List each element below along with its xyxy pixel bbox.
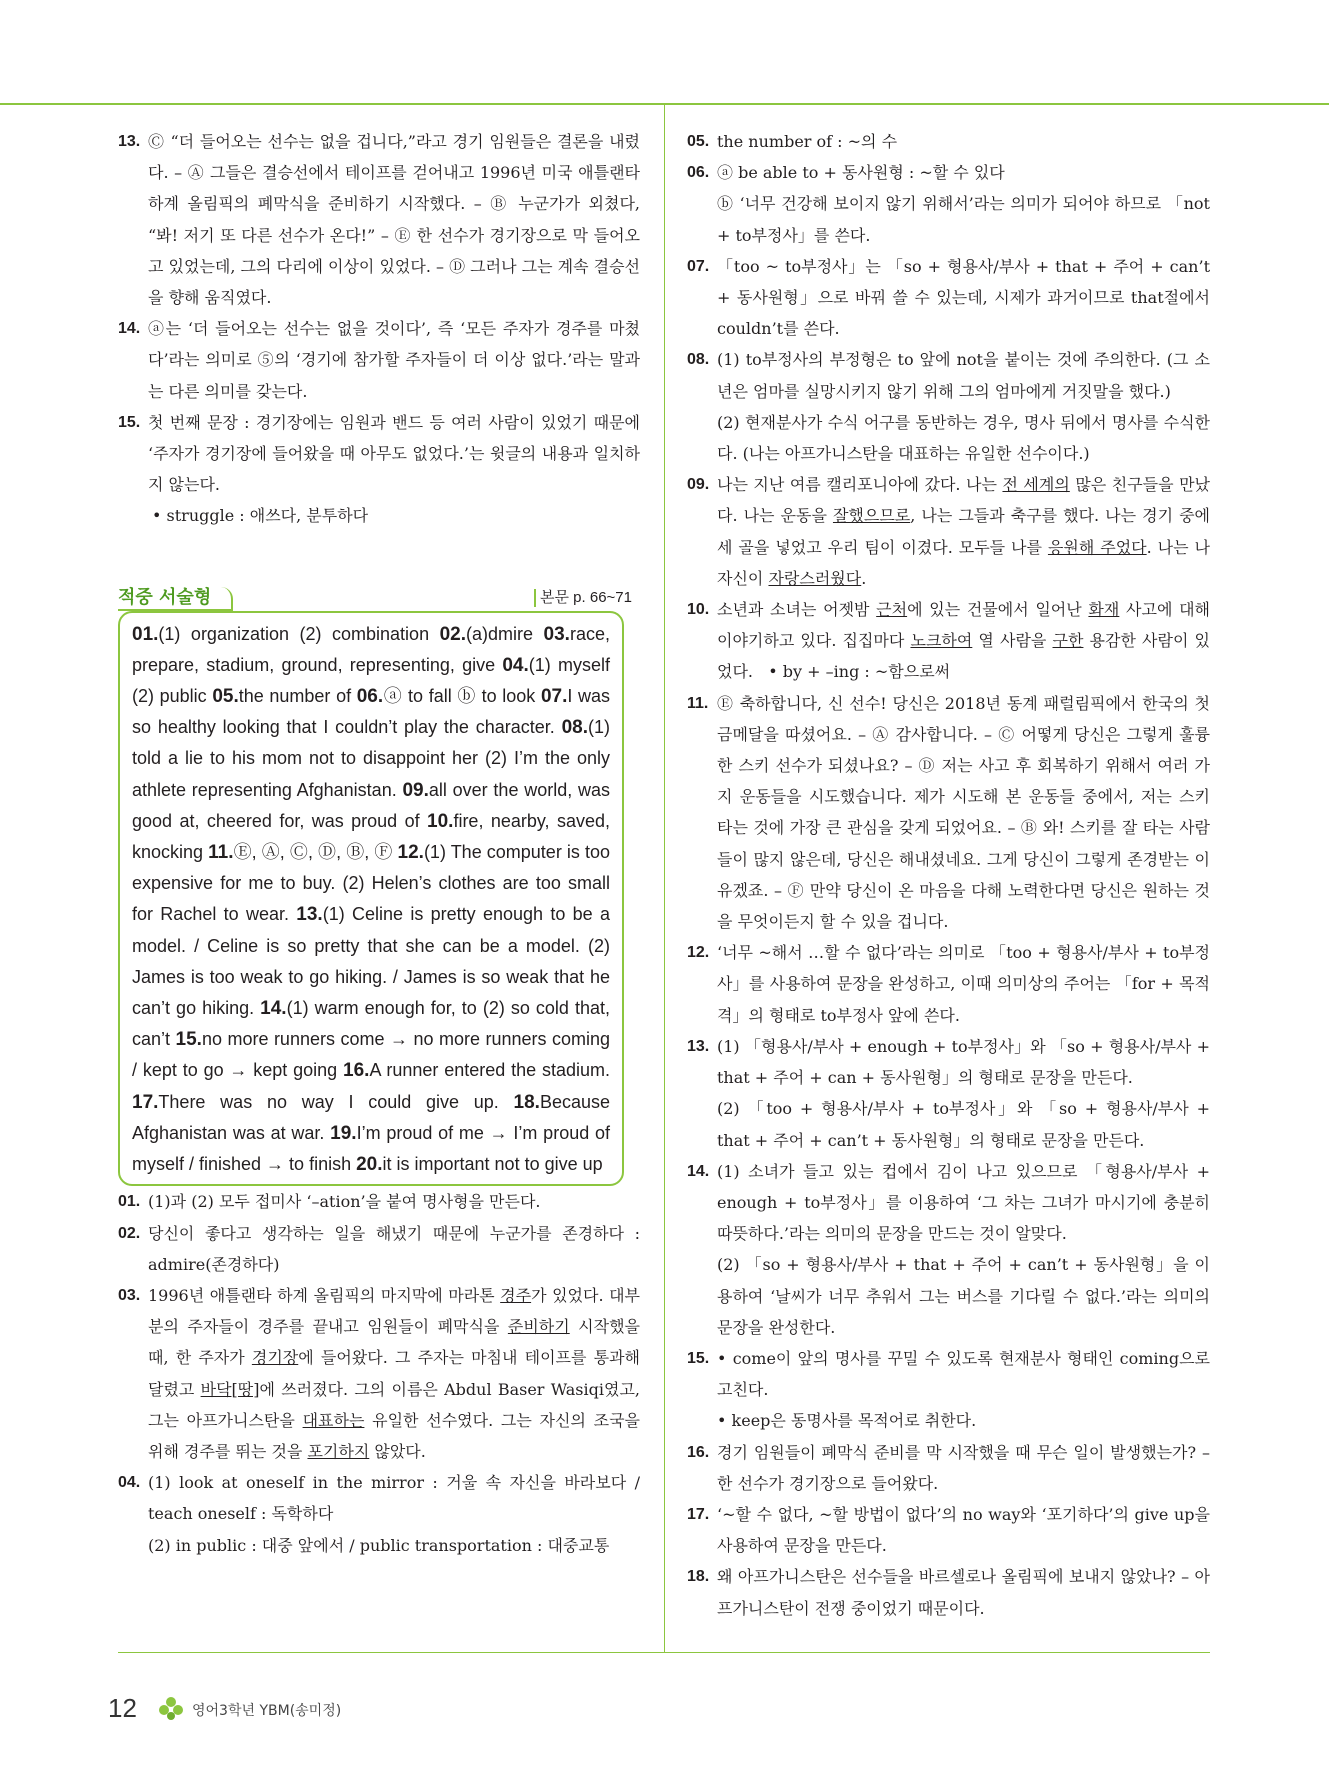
explanation-14-right (687, 1156, 1210, 1343)
item-text: ‘~할 수 없다, ~할 방법이 없다’의 no way와 ‘포기하다’의 give up을 사용하여 문장을 만든다. (717, 1504, 1210, 1556)
underlined-word: 전 세계의 (1002, 475, 1070, 495)
answer-text: A runner entered the stadium. (369, 1060, 610, 1081)
item-line: (1) look at oneself in the mirror : 거울 속 자신을 바라보다 / teach oneself : 독학하다 (148, 1473, 640, 1524)
explanation-07 (687, 251, 1210, 345)
item-number: 06. (687, 164, 710, 182)
text-segment: 시작했을 때, 한 주자가 (148, 1317, 640, 1368)
answer-number: 20. (356, 1154, 383, 1176)
left-column (118, 126, 640, 1561)
item-text: Ⓔ 축하합니다, 신 선수! 당신은 2018년 동계 패럴림픽에서 한국의 첫 금메달을 따셨어요. – Ⓐ 감사합니다. – Ⓒ 어떻게 당신은 그렇게 훌륭한 스키 선수가 되셨나요? – Ⓓ 저는 사고 후 회복하기 위해서 여러 가지 운동들을 시도했습니다. 제가 시도해 본 운동들 중에서, 저는 스키 타는 것에 가장 큰 관심을 갖게 되었어요. – Ⓑ 와! 스키를 잘 타는 사람들이 많지 않은데, 당신은 해내셨네요. 그게 당신이 그렇게 존경받는 이유겠죠. – Ⓕ 만약 당신이 온 마음을 다해 노력한다면 당신은 원하는 것을 무엇이든지 할 수 있을 겁니다. (717, 693, 1210, 932)
item-number: 14. (118, 320, 141, 338)
item-text: Ⓒ “더 들어오는 선수는 없을 겁니다,”라고 경기 임원들은 결론을 내렸다. – Ⓐ 그들은 결승선에서 테이프를 걷어내고 1996년 미국 애틀랜타 하계 올림픽의 폐막식을 준비하기 시작했다. – Ⓑ 누군가가 외쳤다, “봐! 저기 또 다른 선수가 온다!” – Ⓔ 한 선수가 경기장으로 막 들어오고 있었는데, 그의 다리에 이상이 있었다. – Ⓓ 그러나 그는 계속 결승선을 향해 움직였다. (148, 132, 640, 308)
vocab-tip-struggle: • struggle : 애쓰다, 분투하다 (152, 506, 369, 526)
answer-number: 05. (212, 686, 239, 708)
answer-text: Because Afghanistan was at war. (132, 1091, 610, 1143)
underlined-word: 근처 (876, 600, 908, 620)
explanation-11 (687, 688, 1210, 938)
bottom-rule (118, 1652, 1210, 1653)
underlined-word: 경주 (500, 1285, 532, 1305)
item-number: 02. (118, 1224, 141, 1242)
explanation-04 (118, 1467, 640, 1561)
answer-text: fire, nearby, saved, knocking (132, 810, 610, 863)
page-number: 12 (108, 1693, 137, 1723)
right-column (687, 126, 1210, 1624)
item-number: 08. (687, 351, 710, 369)
text-segment: 나는 지난 여름 캘리포니아에 갔다. 나는 (717, 475, 1003, 495)
item-text: 왜 아프가니스탄은 선수들을 바르셀로나 올림픽에 보내지 않았나? – 아프가니스탄이 전쟁 중이었기 때문이다. (717, 1567, 1210, 1618)
explanation-12 (687, 937, 1210, 1031)
item-number: 11. (687, 694, 709, 712)
answer-key-box (118, 611, 624, 1187)
answer-number: 08. (561, 717, 588, 739)
answer-number: 19. (330, 1122, 357, 1144)
item-number: 16. (687, 1443, 710, 1461)
item-number: 10. (687, 601, 710, 619)
item-line: (2) in public : 대중 앞에서 / public transportation : 대중교통 (148, 1535, 610, 1555)
item-number: 14. (687, 1162, 710, 1180)
answer-number: 15. (175, 1029, 202, 1051)
answer-text: the number of (238, 686, 357, 707)
explanation-18 (687, 1561, 1210, 1623)
explanation-01 (118, 1186, 640, 1217)
item-number: 18. (687, 1568, 710, 1586)
underlined-word: 대표하는 (302, 1410, 365, 1430)
explanation-05 (687, 126, 1210, 157)
underlined-word: 노크하여 (910, 631, 973, 651)
item-number: 05. (687, 133, 710, 150)
underlined-word: 자랑스러웠다 (768, 568, 862, 588)
text-segment: 용감한 사람이 있었다. (717, 631, 1210, 682)
answer-text: race, prepare, stadium, ground, representing, give (132, 623, 610, 675)
underlined-word: 바닥[땅] (200, 1379, 260, 1399)
text-segment: 가 있었다. 대부분의 주자들이 경주를 끝내고 임원들이 폐막식을 (148, 1285, 640, 1337)
answer-number: 02. (439, 623, 467, 645)
answer-number: 12. (397, 842, 424, 864)
underlined-word: 응원해 주었다 (1047, 537, 1147, 557)
explanation-15 (118, 407, 640, 501)
answer-number: 03. (543, 623, 570, 645)
answer-text: Ⓔ, Ⓐ, Ⓒ, Ⓓ, Ⓑ, Ⓕ (233, 842, 398, 863)
item-line: (1) 「형용사/부사 + enough + to부정사」와 「so + 형용사/부사 + that + 주어 + can + 동사원형」의 형태로 문장을 만든다. (717, 1036, 1210, 1088)
answer-text: (1) Celine is pretty enough to be a model. / Celine is so pretty that she can be a model. (2) James is too weak to go hiking. / James is so weak that he can’t go hiking. (132, 904, 610, 1019)
item-number: 07. (687, 257, 710, 275)
column-divider (664, 103, 665, 1653)
explanation-17 (687, 1499, 1210, 1561)
item-number: 04. (118, 1474, 141, 1492)
item-line: ⓑ ‘너무 건강해 보이지 않기 위해서’라는 의미가 되어야 하므로 「not + to부정사」를 쓴다. (717, 194, 1210, 245)
item-number: 12. (687, 944, 710, 962)
explanation-10 (687, 594, 1210, 688)
answer-text: (a)dmire (466, 623, 544, 644)
answer-text: I’m proud of me → I’m proud of myself / finished → to finish (132, 1122, 610, 1175)
item-number: 17. (687, 1505, 710, 1523)
item-number: 01. (118, 1193, 141, 1211)
item-number: 13. (118, 133, 141, 150)
answer-text: it is important not to give up (382, 1154, 603, 1175)
item-number: 15. (118, 413, 141, 431)
section-title: 적중 서술형 (118, 587, 233, 611)
underlined-word: 경기장 (251, 1348, 299, 1368)
answer-text: (1) The computer is too expensive for me to buy. (2) Helen’s clothes are too small for Rachel to wear. (132, 842, 610, 925)
explanation-08 (687, 344, 1210, 469)
text-segment: . 나는 나 자신이 (717, 537, 1211, 588)
item-text: 첫 번째 문장 : 경기장에는 임원과 밴드 등 여러 사람이 있었기 때문에 ‘주자가 경기장에 들어왔을 때 아무도 없었다.’는 윗글의 내용과 일치하지 않는다. (148, 412, 640, 495)
text-segment: 않았다. (369, 1441, 426, 1461)
item-text: the number of : ~의 수 (717, 132, 898, 151)
clover-leaf-icon (158, 1696, 184, 1722)
answer-text: (1) organization (2) combination (158, 623, 440, 644)
answer-number: 16. (343, 1060, 370, 1082)
explanation-02 (118, 1218, 640, 1280)
item-line: (2) 현재분사가 수식 어구를 동반하는 경우, 명사 뒤에서 명사를 수식한다. (나는 아프가니스탄을 대표하는 유일한 선수이다.) (717, 412, 1210, 464)
item-line: (1) 소녀가 들고 있는 컵에서 김이 나고 있으므로 「형용사/부사 + enough + to부정사」를 이용하여 ‘그 차는 그녀가 마시기에 충분히 따뜻하다.’라는 의미의 문장을 만드는 것이 알맞다. (717, 1161, 1210, 1244)
text-segment: 에 쓰러졌다. 그의 이름은 Abdul Baser Wasiqi였고, 그는 아프가니스탄을 (148, 1379, 640, 1430)
explanation-14 (118, 313, 640, 407)
underlined-word: 화재 (1088, 600, 1120, 620)
item-text: 당신이 좋다고 생각하는 일을 해냈기 때문에 누군가를 존경하다 : admire(존경하다) (148, 1223, 640, 1274)
explanation-16 (687, 1437, 1210, 1499)
answer-number: 11. (208, 842, 234, 864)
text-segment: . (861, 568, 867, 588)
text-segment: 에 있는 건물에서 일어난 (907, 600, 1089, 620)
book-title: 영어3학년 YBM(송미정) (192, 1703, 342, 1719)
answer-number: 17. (132, 1091, 159, 1113)
answer-text: all over the world, was good at, cheered for, was proud of (132, 779, 610, 831)
answer-number: 09. (402, 779, 429, 801)
answer-number: 18. (513, 1091, 540, 1113)
item-line: (2) 「so + 형용사/부사 + that + 주어 + can’t + 동사원형」을 이용하여 ‘날씨가 너무 추워서 그는 버스를 기다릴 수 없다.’라는 의미의 문장을 완성한다. (717, 1255, 1210, 1337)
explanation-15-right (687, 1343, 1210, 1437)
vocab-tip: • by + –ing : ~함으로써 (768, 662, 951, 682)
text-segment: 1996년 애틀랜타 하계 올림픽의 마지막에 마라톤 (148, 1285, 501, 1305)
answer-text: ⓐ to fall ⓑ to look (383, 686, 541, 707)
text-segment: 열 사람을 (972, 631, 1053, 651)
underlined-word: 준비하기 (507, 1317, 570, 1337)
answer-number: 07. (540, 686, 568, 708)
item-text: ⓐ는 ‘더 들어오는 선수는 없을 것이다’, 즉 ‘모든 주자가 경주를 마쳤다’라는 의미로 ⑤의 ‘경기에 참가할 주자들이 더 이상 없다.’라는 말과는 다른 의미를 갖는다. (148, 319, 640, 401)
answer-text: no more runners come → no more runners coming / kept to go → kept going (132, 1029, 610, 1081)
explanation-06 (687, 157, 1210, 251)
item-line: (1) to부정사의 부정형은 to 앞에 not을 붙이는 것에 주의한다. (그 소년은 엄마를 실망시키지 않기 위해 그의 엄마에게 거짓말을 했다.) (717, 350, 1210, 401)
answer-number: 04. (502, 654, 529, 676)
item-text: ‘너무 ~해서 …할 수 없다’라는 의미로 「too + 형용사/부사 + to부정사」를 사용하여 문장을 완성하고, 이때 의미상의 주어는 「for + 목적격」의 형태로 to부정사 앞에 쓴다. (717, 943, 1210, 1025)
text-segment: 많은 친구들을 만났다. 나는 운동을 (717, 475, 1210, 526)
item-line: • keep은 동명사를 목적어로 취한다. (717, 1411, 977, 1431)
underlined-word: 포기하지 (307, 1441, 370, 1461)
text-segment: 소년과 소녀는 어젯밤 (717, 600, 877, 620)
item-text: 「too ~ to부정사」는 「so + 형용사/부사 + that + 주어 + can’t + 동사원형」으로 바꿔 쓸 수 있는데, 시제가 과거이므로 that절에서 couldn’t를 쓴다. (717, 256, 1210, 339)
answer-text: (1) told a lie to his mom not to disappoint her (2) I’m the only athlete representing Afghanistan. (132, 717, 610, 800)
item-text: 경기 임원들이 폐막식 준비를 막 시작했을 때 무슨 일이 발생했는가? – 한 선수가 경기장으로 들어왔다. (717, 1442, 1210, 1493)
answer-text: I was so healthy looking that I couldn’t play the character. (132, 686, 611, 738)
explanation-03 (118, 1280, 640, 1467)
explanation-13 (118, 126, 640, 313)
text-segment: 사고에 대해 이야기하고 있다. 집집마다 (717, 600, 1211, 651)
item-number: 13. (687, 1037, 710, 1055)
answer-text: (1) warm enough for, to (2) so cold that, can’t (132, 998, 610, 1050)
item-line: (2) 「too + 형용사/부사 + to부정사」와 「so + 형용사/부사 + that + 주어 + can’t + 동사원형」의 형태로 문장을 만든다. (717, 1099, 1210, 1150)
answer-number: 13. (296, 904, 323, 926)
answer-number: 14. (260, 998, 287, 1020)
explanation-13-right (687, 1031, 1210, 1156)
item-number: 15. (687, 1349, 710, 1367)
section-header (118, 587, 640, 611)
section-page-ref: 본문 p. 66~71 (534, 589, 632, 607)
answer-number: 01. (132, 623, 159, 645)
text-segment: 유일한 선수였다. 그는 자신의 조국을 위해 경주를 뛰는 것을 (148, 1410, 640, 1461)
item-number: 09. (687, 476, 710, 494)
item-line: ⓐ be able to + 동사원형 : ~할 수 있다 (717, 163, 1005, 183)
answer-number: 06. (356, 686, 384, 708)
item-line: • come이 앞의 명사를 꾸밀 수 있도록 현재분사 형태인 coming으로 고친다. (717, 1348, 1210, 1400)
underlined-word: 잘했으므로 (832, 506, 911, 526)
item-number: 03. (118, 1286, 141, 1304)
explanation-09 (687, 469, 1210, 594)
answer-number: 10. (427, 810, 454, 832)
underlined-word: 구한 (1052, 631, 1084, 651)
text-segment: 에 들어왔다. 그 주자는 마침내 테이프를 통과해 달렸고 (148, 1348, 640, 1399)
item-text: (1)과 (2) 모두 접미사 ‘–ation’을 붙여 명사형을 만든다. (148, 1192, 541, 1212)
answer-text: (1) myself (2) public (132, 654, 610, 707)
answer-text: There was no way I could give up. (158, 1091, 514, 1112)
text-segment: , 나는 그들과 축구를 했다. 나는 경기 중에 세 골을 넣었고 우리 팀이 이겼다. 모두들 나를 (717, 506, 1210, 557)
